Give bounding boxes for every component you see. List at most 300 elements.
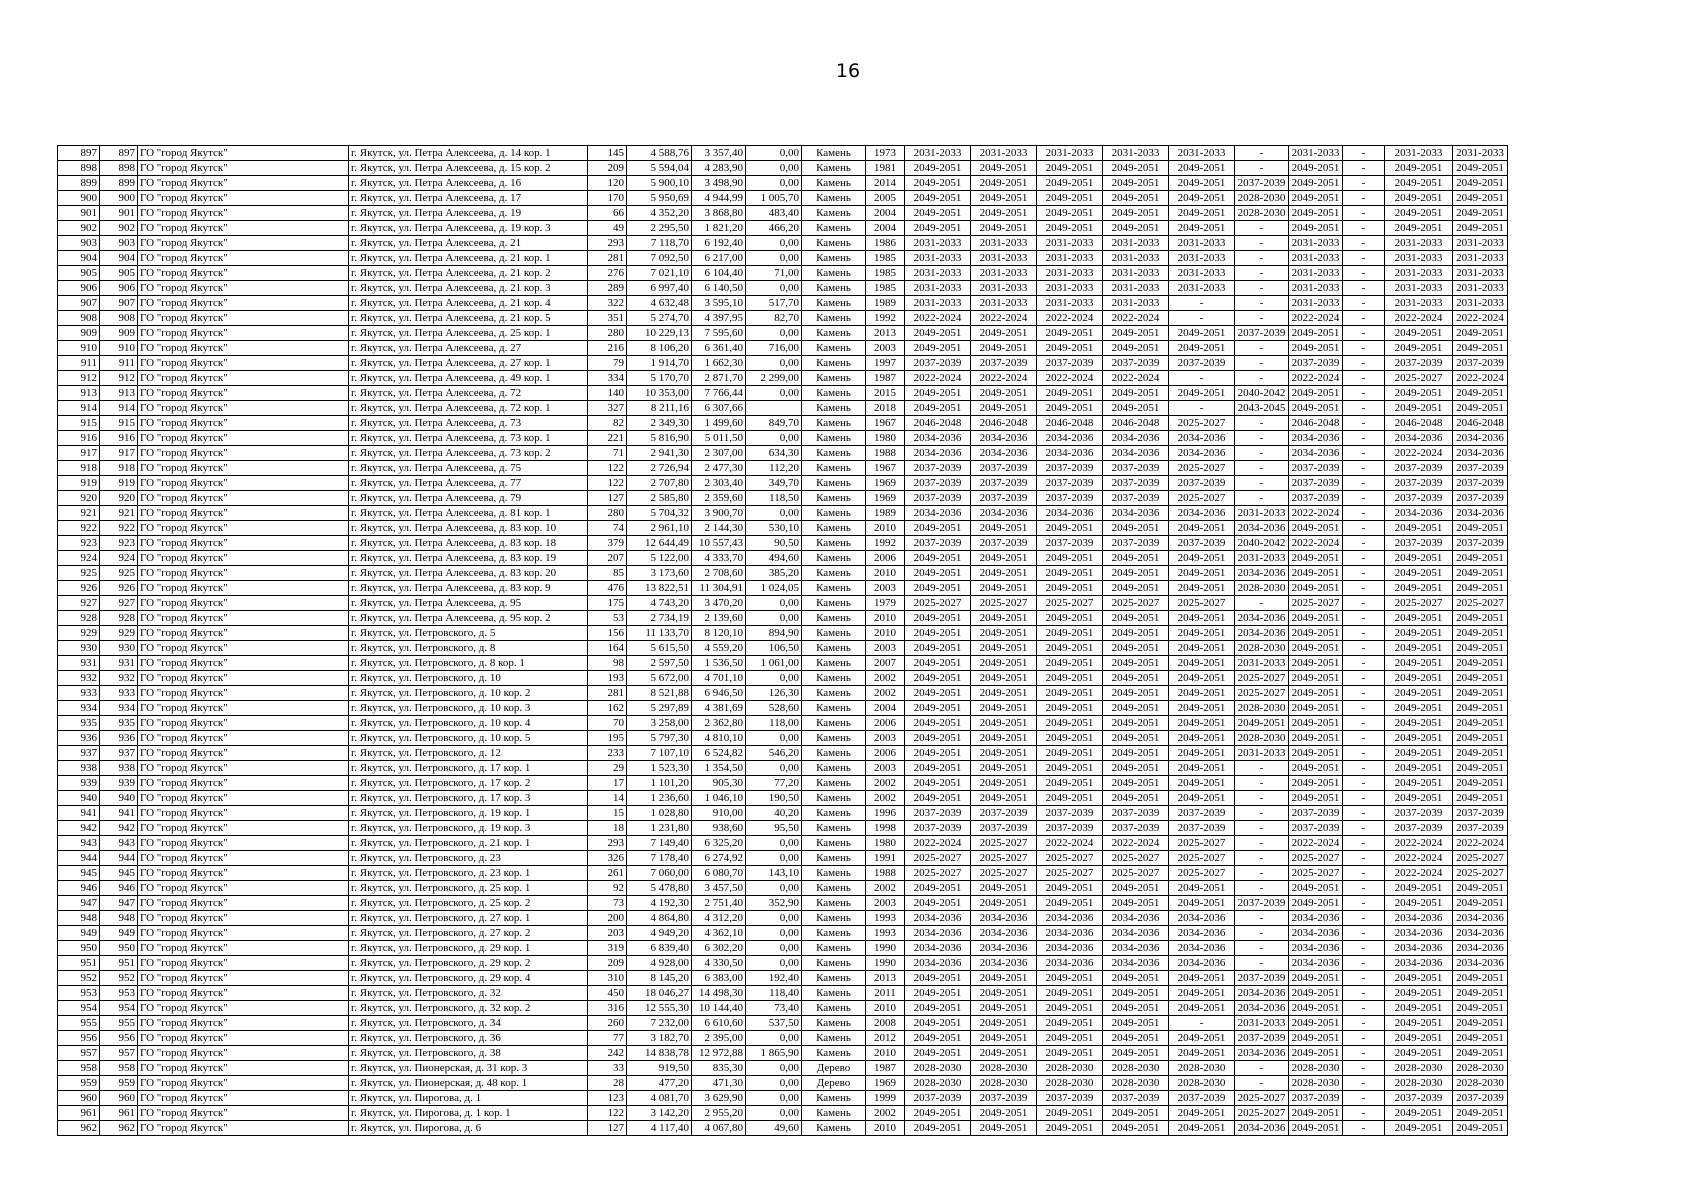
cell-living-area: 4 333,70 — [692, 550, 746, 565]
cell-period-basement: 2049-2051 — [1453, 970, 1508, 985]
cell-period-facade: 2031-2033 — [971, 235, 1037, 250]
cell-period-water: 2049-2051 — [1169, 325, 1235, 340]
cell-build-year: 1989 — [866, 505, 905, 520]
cell-period-basement: 2022-2024 — [1453, 310, 1508, 325]
cell-living-area: 1 046,10 — [692, 790, 746, 805]
cell-period-roof: 2031-2033 — [905, 295, 971, 310]
cell-period-facade: 2049-2051 — [971, 985, 1037, 1000]
cell-period-gas: - — [1343, 835, 1385, 850]
cell-residents: 327 — [588, 400, 627, 415]
cell-house-number: 956 — [100, 1030, 138, 1045]
cell-period-gas: - — [1343, 430, 1385, 445]
cell-house-number: 928 — [100, 610, 138, 625]
cell-period-gas: - — [1343, 1060, 1385, 1075]
cell-total-area: 1 101,20 — [627, 775, 692, 790]
cell-period-roof: 2049-2051 — [905, 160, 971, 175]
cell-build-year: 1988 — [866, 865, 905, 880]
cell-period-heating: 2049-2051 — [1103, 610, 1169, 625]
cell-build-year: 2003 — [866, 895, 905, 910]
cell-period-elevator: 2031-2033 — [1235, 655, 1289, 670]
cell-period-basement: 2049-2051 — [1453, 340, 1508, 355]
cell-period-electric: 2049-2051 — [1289, 700, 1343, 715]
cell-build-year: 2011 — [866, 985, 905, 1000]
cell-period-roof: 2049-2051 — [905, 670, 971, 685]
cell-period-gas: - — [1343, 340, 1385, 355]
cell-total-area: 5 478,80 — [627, 880, 692, 895]
cell-period-water: 2049-2051 — [1169, 520, 1235, 535]
cell-period-roof: 2037-2039 — [905, 490, 971, 505]
cell-row-number: 898 — [58, 160, 100, 175]
cell-house-number: 917 — [100, 445, 138, 460]
cell-total-area: 5 816,90 — [627, 430, 692, 445]
cell-non-residential-area: 0,00 — [746, 430, 802, 445]
table-row — [58, 1090, 1508, 1105]
cell-house-number: 943 — [100, 835, 138, 850]
cell-period-heating: 2049-2051 — [1103, 685, 1169, 700]
cell-period-roof: 2049-2051 — [905, 790, 971, 805]
cell-house-number: 910 — [100, 340, 138, 355]
cell-non-residential-area: 0,00 — [746, 1090, 802, 1105]
cell-period-heating: 2037-2039 — [1103, 805, 1169, 820]
cell-period-basement: 2049-2051 — [1453, 385, 1508, 400]
table-row — [58, 160, 1508, 175]
cell-residents: 120 — [588, 175, 627, 190]
cell-period-basement: 2037-2039 — [1453, 460, 1508, 475]
table-row — [58, 535, 1508, 550]
cell-build-year: 2002 — [866, 670, 905, 685]
cell-period-water: 2037-2039 — [1169, 805, 1235, 820]
cell-period-electric: 2049-2051 — [1289, 1120, 1343, 1135]
cell-total-area: 10 353,00 — [627, 385, 692, 400]
cell-period-foundation: 2049-2051 — [1037, 970, 1103, 985]
cell-period-water: 2049-2051 — [1169, 670, 1235, 685]
cell-period-roof: 2049-2051 — [905, 970, 971, 985]
table-row — [58, 235, 1508, 250]
cell-period-roof: 2049-2051 — [905, 715, 971, 730]
cell-period-foundation: 2049-2051 — [1037, 1015, 1103, 1030]
cell-period-sewer: 2025-2027 — [1385, 370, 1453, 385]
cell-living-area: 910,00 — [692, 805, 746, 820]
cell-period-gas: - — [1343, 220, 1385, 235]
cell-period-sewer: 2034-2036 — [1385, 925, 1453, 940]
cell-house-number: 934 — [100, 700, 138, 715]
cell-address: г. Якутск, ул. Петровского, д. 10 кор. 4 — [349, 715, 588, 730]
cell-period-basement: 2049-2051 — [1453, 745, 1508, 760]
cell-period-electric: 2031-2033 — [1289, 235, 1343, 250]
cell-non-residential-area: 517,70 — [746, 295, 802, 310]
cell-total-area: 3 182,70 — [627, 1030, 692, 1045]
cell-address: г. Якутск, ул. Петровского, д. 19 кор. 1 — [349, 805, 588, 820]
cell-period-gas: - — [1343, 145, 1385, 160]
cell-period-gas: - — [1343, 175, 1385, 190]
cell-municipality: ГО "город Якутск" — [138, 265, 349, 280]
cell-period-heating: 2049-2051 — [1103, 700, 1169, 715]
cell-period-gas: - — [1343, 880, 1385, 895]
cell-living-area: 2 362,80 — [692, 715, 746, 730]
cell-house-number: 921 — [100, 505, 138, 520]
cell-wall-material: Камень — [802, 1015, 866, 1030]
cell-wall-material: Камень — [802, 745, 866, 760]
cell-period-foundation: 2022-2024 — [1037, 835, 1103, 850]
cell-period-sewer: 2037-2039 — [1385, 355, 1453, 370]
cell-period-water: 2034-2036 — [1169, 940, 1235, 955]
cell-living-area: 2 303,40 — [692, 475, 746, 490]
cell-period-water: 2025-2027 — [1169, 835, 1235, 850]
cell-period-facade: 2049-2051 — [971, 655, 1037, 670]
cell-period-water: 2031-2033 — [1169, 145, 1235, 160]
cell-living-area: 4 283,90 — [692, 160, 746, 175]
cell-residents: 221 — [588, 430, 627, 445]
cell-wall-material: Камень — [802, 1030, 866, 1045]
cell-period-facade: 2049-2051 — [971, 175, 1037, 190]
cell-period-water: 2025-2027 — [1169, 460, 1235, 475]
cell-period-roof: 2031-2033 — [905, 280, 971, 295]
cell-period-elevator: - — [1235, 820, 1289, 835]
cell-living-area: 2 871,70 — [692, 370, 746, 385]
cell-period-facade: 2022-2024 — [971, 370, 1037, 385]
cell-row-number: 928 — [58, 610, 100, 625]
cell-living-area: 7 595,60 — [692, 325, 746, 340]
cell-total-area: 5 950,69 — [627, 190, 692, 205]
cell-period-electric: 2049-2051 — [1289, 970, 1343, 985]
cell-total-area: 12 644,49 — [627, 535, 692, 550]
cell-total-area: 18 046,27 — [627, 985, 692, 1000]
cell-residents: 17 — [588, 775, 627, 790]
cell-period-sewer: 2034-2036 — [1385, 940, 1453, 955]
cell-house-number: 962 — [100, 1120, 138, 1135]
cell-period-basement: 2049-2051 — [1453, 730, 1508, 745]
cell-municipality: ГО "город Якутск" — [138, 1075, 349, 1090]
cell-period-facade: 2034-2036 — [971, 505, 1037, 520]
cell-municipality: ГО "город Якутск" — [138, 505, 349, 520]
table-body — [58, 145, 1508, 1135]
cell-period-basement: 2022-2024 — [1453, 835, 1508, 850]
cell-wall-material: Камень — [802, 790, 866, 805]
cell-total-area: 5 704,32 — [627, 505, 692, 520]
cell-build-year: 2003 — [866, 340, 905, 355]
cell-living-area: 2 477,30 — [692, 460, 746, 475]
cell-period-basement: 2049-2051 — [1453, 640, 1508, 655]
cell-wall-material: Камень — [802, 1000, 866, 1015]
cell-total-area: 1 231,80 — [627, 820, 692, 835]
cell-period-roof: 2028-2030 — [905, 1075, 971, 1090]
cell-period-basement: 2046-2048 — [1453, 415, 1508, 430]
cell-period-sewer: 2049-2051 — [1385, 1015, 1453, 1030]
cell-period-gas: - — [1343, 475, 1385, 490]
cell-period-electric: 2049-2051 — [1289, 205, 1343, 220]
cell-period-gas: - — [1343, 640, 1385, 655]
cell-period-elevator: 2034-2036 — [1235, 610, 1289, 625]
cell-residents: 319 — [588, 940, 627, 955]
cell-living-area: 11 304,91 — [692, 580, 746, 595]
cell-period-roof: 2049-2051 — [905, 550, 971, 565]
cell-period-facade: 2049-2051 — [971, 550, 1037, 565]
cell-period-facade: 2049-2051 — [971, 325, 1037, 340]
cell-period-electric: 2049-2051 — [1289, 895, 1343, 910]
cell-residents: 351 — [588, 310, 627, 325]
cell-total-area: 5 615,50 — [627, 640, 692, 655]
cell-build-year: 1997 — [866, 355, 905, 370]
cell-period-elevator: 2031-2033 — [1235, 505, 1289, 520]
cell-address: г. Якутск, ул. Петровского, д. 21 кор. 1 — [349, 835, 588, 850]
cell-total-area: 2 349,30 — [627, 415, 692, 430]
cell-period-elevator: 2034-2036 — [1235, 985, 1289, 1000]
cell-build-year: 2006 — [866, 715, 905, 730]
cell-period-electric: 2049-2051 — [1289, 520, 1343, 535]
cell-period-basement: 2037-2039 — [1453, 805, 1508, 820]
cell-house-number: 924 — [100, 550, 138, 565]
cell-row-number: 901 — [58, 205, 100, 220]
cell-period-foundation: 2049-2051 — [1037, 520, 1103, 535]
cell-period-sewer: 2049-2051 — [1385, 190, 1453, 205]
cell-total-area: 8 106,20 — [627, 340, 692, 355]
cell-period-heating: 2037-2039 — [1103, 475, 1169, 490]
cell-period-gas: - — [1343, 325, 1385, 340]
table-row — [58, 880, 1508, 895]
cell-period-water: 2049-2051 — [1169, 895, 1235, 910]
cell-period-basement: 2049-2051 — [1453, 760, 1508, 775]
cell-period-sewer: 2031-2033 — [1385, 145, 1453, 160]
cell-period-water: 2034-2036 — [1169, 505, 1235, 520]
table-row — [58, 775, 1508, 790]
cell-wall-material: Камень — [802, 520, 866, 535]
cell-period-water: 2049-2051 — [1169, 175, 1235, 190]
cell-municipality: ГО "город Якутск" — [138, 1000, 349, 1015]
cell-period-sewer: 2049-2051 — [1385, 400, 1453, 415]
cell-period-gas: - — [1343, 895, 1385, 910]
cell-period-roof: 2025-2027 — [905, 865, 971, 880]
cell-period-elevator: 2025-2027 — [1235, 670, 1289, 685]
cell-residents: 156 — [588, 625, 627, 640]
cell-period-roof: 2037-2039 — [905, 460, 971, 475]
cell-row-number: 952 — [58, 970, 100, 985]
cell-period-roof: 2049-2051 — [905, 1030, 971, 1045]
cell-municipality: ГО "город Якутск" — [138, 715, 349, 730]
cell-house-number: 920 — [100, 490, 138, 505]
cell-total-area: 4 081,70 — [627, 1090, 692, 1105]
cell-living-area: 3 470,20 — [692, 595, 746, 610]
cell-period-sewer: 2046-2048 — [1385, 415, 1453, 430]
cell-period-elevator: - — [1235, 910, 1289, 925]
cell-period-gas: - — [1343, 1000, 1385, 1015]
cell-house-number: 919 — [100, 475, 138, 490]
cell-period-basement: 2049-2051 — [1453, 655, 1508, 670]
cell-period-elevator: - — [1235, 220, 1289, 235]
cell-non-residential-area: 0,00 — [746, 160, 802, 175]
cell-address: г. Якутск, ул. Петра Алексеева, д. 21 кор. 5 — [349, 310, 588, 325]
cell-period-gas: - — [1343, 1105, 1385, 1120]
cell-build-year: 2015 — [866, 385, 905, 400]
cell-living-area: 6 946,50 — [692, 685, 746, 700]
cell-wall-material: Камень — [802, 565, 866, 580]
cell-period-electric: 2049-2051 — [1289, 610, 1343, 625]
cell-row-number: 953 — [58, 985, 100, 1000]
cell-period-heating: 2049-2051 — [1103, 1015, 1169, 1030]
cell-total-area: 7 060,00 — [627, 865, 692, 880]
cell-wall-material: Камень — [802, 625, 866, 640]
cell-period-water: 2049-2051 — [1169, 700, 1235, 715]
cell-period-facade: 2049-2051 — [971, 760, 1037, 775]
cell-period-basement: 2049-2051 — [1453, 625, 1508, 640]
cell-period-heating: 2049-2051 — [1103, 730, 1169, 745]
cell-period-sewer: 2049-2051 — [1385, 745, 1453, 760]
cell-period-electric: 2049-2051 — [1289, 1000, 1343, 1015]
cell-address: г. Якутск, ул. Петровского, д. 34 — [349, 1015, 588, 1030]
table-row — [58, 190, 1508, 205]
cell-period-roof: 2049-2051 — [905, 340, 971, 355]
cell-period-facade: 2049-2051 — [971, 160, 1037, 175]
cell-period-water: 2049-2051 — [1169, 655, 1235, 670]
cell-living-area: 12 972,88 — [692, 1045, 746, 1060]
cell-address: г. Якутск, ул. Петровского, д. 17 кор. 3 — [349, 790, 588, 805]
cell-period-electric: 2034-2036 — [1289, 445, 1343, 460]
cell-house-number: 906 — [100, 280, 138, 295]
cell-period-elevator: 2037-2039 — [1235, 895, 1289, 910]
cell-period-water: - — [1169, 400, 1235, 415]
cell-living-area: 7 766,44 — [692, 385, 746, 400]
cell-period-gas: - — [1343, 295, 1385, 310]
cell-build-year: 2003 — [866, 580, 905, 595]
cell-wall-material: Камень — [802, 730, 866, 745]
cell-total-area: 7 118,70 — [627, 235, 692, 250]
cell-period-heating: 2031-2033 — [1103, 295, 1169, 310]
cell-period-gas: - — [1343, 265, 1385, 280]
cell-non-residential-area: 0,00 — [746, 880, 802, 895]
cell-residents: 216 — [588, 340, 627, 355]
cell-residents: 140 — [588, 385, 627, 400]
cell-period-heating: 2034-2036 — [1103, 430, 1169, 445]
cell-house-number: 955 — [100, 1015, 138, 1030]
cell-living-area: 6 524,82 — [692, 745, 746, 760]
cell-municipality: ГО "город Якутск" — [138, 325, 349, 340]
cell-wall-material: Камень — [802, 715, 866, 730]
cell-period-sewer: 2049-2051 — [1385, 1000, 1453, 1015]
cell-residents: 82 — [588, 415, 627, 430]
cell-build-year: 1969 — [866, 475, 905, 490]
cell-house-number: 930 — [100, 640, 138, 655]
cell-period-sewer: 2049-2051 — [1385, 715, 1453, 730]
cell-period-roof: 2037-2039 — [905, 805, 971, 820]
cell-period-roof: 2034-2036 — [905, 505, 971, 520]
cell-period-foundation: 2049-2051 — [1037, 220, 1103, 235]
cell-period-gas: - — [1343, 715, 1385, 730]
cell-municipality: ГО "город Якутск" — [138, 850, 349, 865]
housing-register-table — [57, 145, 1508, 1136]
cell-row-number: 935 — [58, 715, 100, 730]
cell-total-area: 2 941,30 — [627, 445, 692, 460]
cell-house-number: 947 — [100, 895, 138, 910]
cell-period-roof: 2049-2051 — [905, 730, 971, 745]
cell-address: г. Якутск, ул. Петра Алексеева, д. 21 — [349, 235, 588, 250]
cell-non-residential-area: 894,90 — [746, 625, 802, 640]
cell-non-residential-area: 0,00 — [746, 595, 802, 610]
cell-house-number: 950 — [100, 940, 138, 955]
cell-period-water: 2049-2051 — [1169, 1030, 1235, 1045]
cell-period-elevator: 2034-2036 — [1235, 1045, 1289, 1060]
cell-build-year: 1981 — [866, 160, 905, 175]
cell-period-roof: 2049-2051 — [905, 700, 971, 715]
table-row — [58, 385, 1508, 400]
cell-wall-material: Камень — [802, 805, 866, 820]
cell-period-basement: 2049-2051 — [1453, 1045, 1508, 1060]
cell-house-number: 959 — [100, 1075, 138, 1090]
cell-build-year: 2003 — [866, 640, 905, 655]
cell-total-area: 2 295,50 — [627, 220, 692, 235]
cell-row-number: 923 — [58, 535, 100, 550]
cell-wall-material: Камень — [802, 550, 866, 565]
cell-build-year: 1987 — [866, 370, 905, 385]
cell-period-water: 2025-2027 — [1169, 490, 1235, 505]
cell-period-gas: - — [1343, 790, 1385, 805]
cell-living-area: 6 140,50 — [692, 280, 746, 295]
cell-period-sewer: 2049-2051 — [1385, 880, 1453, 895]
cell-total-area: 6 997,40 — [627, 280, 692, 295]
table-row — [58, 700, 1508, 715]
cell-row-number: 918 — [58, 460, 100, 475]
cell-municipality: ГО "город Якутск" — [138, 790, 349, 805]
cell-period-foundation: 2037-2039 — [1037, 460, 1103, 475]
cell-period-roof: 2049-2051 — [905, 745, 971, 760]
cell-period-heating: 2049-2051 — [1103, 655, 1169, 670]
cell-total-area: 3 258,00 — [627, 715, 692, 730]
cell-non-residential-area: 1 024,05 — [746, 580, 802, 595]
cell-house-number: 945 — [100, 865, 138, 880]
cell-period-basement: 2037-2039 — [1453, 820, 1508, 835]
cell-non-residential-area: 0,00 — [746, 730, 802, 745]
cell-address: г. Якутск, ул. Петровского, д. 10 кор. 3 — [349, 700, 588, 715]
cell-wall-material: Камень — [802, 580, 866, 595]
cell-address: г. Якутск, ул. Петра Алексеева, д. 19 кор. 3 — [349, 220, 588, 235]
cell-municipality: ГО "город Якутск" — [138, 445, 349, 460]
cell-period-roof: 2022-2024 — [905, 835, 971, 850]
table-row — [58, 955, 1508, 970]
cell-period-foundation: 2031-2033 — [1037, 280, 1103, 295]
cell-period-elevator: 2034-2036 — [1235, 565, 1289, 580]
cell-municipality: ГО "город Якутск" — [138, 1060, 349, 1075]
cell-house-number: 946 — [100, 880, 138, 895]
table-row — [58, 1105, 1508, 1120]
cell-residents: 71 — [588, 445, 627, 460]
cell-residents: 200 — [588, 910, 627, 925]
cell-row-number: 900 — [58, 190, 100, 205]
cell-municipality: ГО "город Якутск" — [138, 820, 349, 835]
cell-living-area: 4 067,80 — [692, 1120, 746, 1135]
table-row — [58, 865, 1508, 880]
cell-house-number: 912 — [100, 370, 138, 385]
cell-house-number: 961 — [100, 1105, 138, 1120]
cell-period-water: 2031-2033 — [1169, 250, 1235, 265]
table-row — [58, 325, 1508, 340]
cell-period-facade: 2049-2051 — [971, 730, 1037, 745]
cell-wall-material: Камень — [802, 310, 866, 325]
cell-period-foundation: 2031-2033 — [1037, 235, 1103, 250]
cell-residents: 74 — [588, 520, 627, 535]
cell-period-roof: 2031-2033 — [905, 265, 971, 280]
cell-period-roof: 2037-2039 — [905, 475, 971, 490]
cell-period-elevator: 2034-2036 — [1235, 1120, 1289, 1135]
cell-period-water: 2049-2051 — [1169, 385, 1235, 400]
cell-period-electric: 2034-2036 — [1289, 430, 1343, 445]
cell-row-number: 897 — [58, 145, 100, 160]
cell-non-residential-area: 466,20 — [746, 220, 802, 235]
cell-address: г. Якутск, ул. Петра Алексеева, д. 25 кор. 1 — [349, 325, 588, 340]
cell-period-roof: 2049-2051 — [905, 760, 971, 775]
cell-period-elevator: 2028-2030 — [1235, 190, 1289, 205]
cell-house-number: 942 — [100, 820, 138, 835]
cell-period-facade: 2037-2039 — [971, 460, 1037, 475]
cell-row-number: 950 — [58, 940, 100, 955]
cell-non-residential-area: 530,10 — [746, 520, 802, 535]
